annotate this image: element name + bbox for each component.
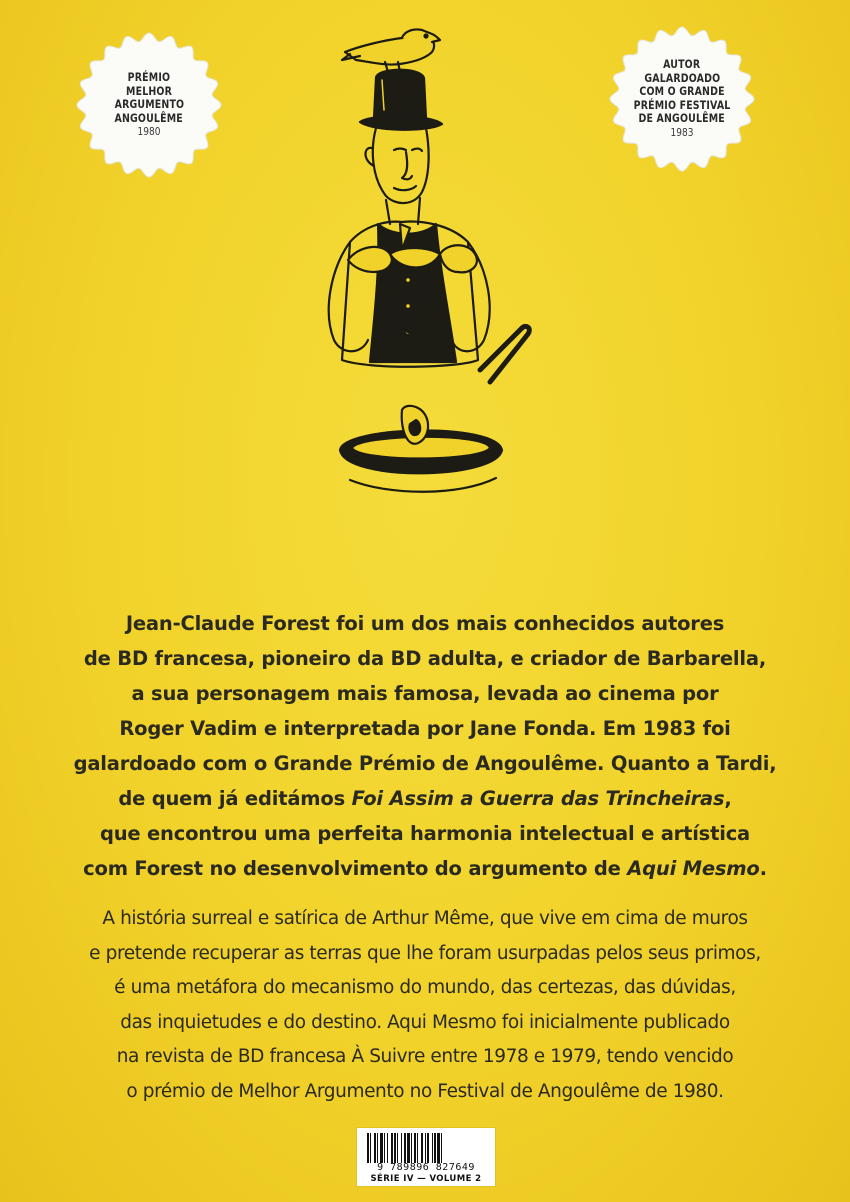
blurb-text: , <box>724 787 732 810</box>
blurb-story <box>0 902 850 1109</box>
cover-illustration <box>290 10 560 510</box>
blurb-line: e pretende recuperar as terras que lhe foram usurpadas pelos seus primos, <box>89 942 761 964</box>
blurb-text: de quem já editámos <box>118 787 352 810</box>
barcode-bar <box>380 1133 383 1163</box>
barcode-bar <box>434 1133 436 1163</box>
barcode-bar <box>404 1133 406 1163</box>
barcode-bar <box>384 1133 385 1163</box>
book-title: Foi Assim a Guerra das Trincheiras <box>351 787 725 810</box>
barcode-bar <box>441 1133 442 1163</box>
blurb-line: o prémio de Melhor Argumento no Festival de Angoulême de 1980. <box>126 1080 724 1102</box>
blurb-text: . <box>759 857 767 880</box>
blurb-line: galardoado com o Grande Prémio de Angoulême. Quanto a Tardi, <box>73 752 777 775</box>
barcode-bar <box>414 1133 416 1163</box>
bird-on-hat <box>342 29 440 72</box>
badge-line: PRÉMIO FESTIVAL <box>633 97 731 112</box>
award-badge-grand-prix <box>607 24 757 174</box>
barcode-bar <box>421 1133 423 1163</box>
blurb-line: Roger Vadim e interpretada por Jane Fonda. Em 1983 foi <box>119 717 731 740</box>
series-label: SÉRIE IV — VOLUME 2 <box>370 1174 482 1184</box>
blurb-line: Jean-Claude Forest foi um dos mais conhecidos autores <box>125 612 725 635</box>
barcode-bar <box>367 1133 369 1163</box>
isbn-number: 9 789896 827649 <box>377 1162 475 1173</box>
torso <box>329 222 490 367</box>
barcode-bar <box>411 1133 412 1163</box>
face <box>366 128 429 224</box>
barcode-bar <box>374 1133 376 1163</box>
badge-line: DE ANGOULÊME <box>638 111 726 126</box>
badge-line: GALARDOADO <box>643 70 720 85</box>
blurb-line: é uma metáfora do mecanismo do mundo, das certezas, das dúvidas, <box>114 977 736 998</box>
bowler-hat <box>360 70 442 130</box>
isbn-barcode <box>357 1128 495 1186</box>
barcode-bar <box>432 1133 433 1163</box>
barcode-bar <box>407 1133 410 1163</box>
badge-line: AUTOR <box>663 57 701 72</box>
barcode-bar <box>417 1133 418 1163</box>
barcode-bar <box>377 1133 378 1163</box>
barcode-bar <box>391 1133 393 1163</box>
award-badge-best-script <box>74 30 224 180</box>
badge-line: PRÉMIO <box>127 70 171 84</box>
badge-year: 1983 <box>670 125 694 139</box>
barcode-bar <box>427 1133 429 1163</box>
badge-line: MELHOR <box>125 83 172 98</box>
blurb-line <box>0 851 850 886</box>
barcode-bar <box>397 1133 398 1163</box>
barcode-bar <box>394 1133 396 1163</box>
blurb-line: a sua personagem mais famosa, levada ao cinema por <box>131 682 719 705</box>
badge-line: COM O GRANDE <box>639 84 725 99</box>
barcode-bar <box>401 1133 402 1163</box>
blurb-author <box>0 606 850 886</box>
badge-year: 1980 <box>137 125 161 138</box>
barcode-bar <box>370 1133 371 1163</box>
barcode-bars <box>365 1133 487 1163</box>
badge-line: ARGUMENTO <box>114 97 184 111</box>
barcode-bar <box>425 1133 426 1163</box>
barcode-bar <box>437 1133 440 1163</box>
blurb-line: que encontrou uma perfeita harmonia intelectual e artística <box>99 822 751 845</box>
blurb-line: das inquietudes e do destino. Aqui Mesmo foi inicialmente publicado <box>120 1011 730 1033</box>
barcode-bar <box>387 1133 388 1163</box>
blurb-line: de BD francesa, pioneiro da BD adulta, e criador de Barbarella, <box>83 647 767 670</box>
blurb-line: na revista de BD francesa À Suivre entre 1978 e 1979, tendo vencido <box>116 1046 734 1067</box>
book-title: Aqui Mesmo <box>627 857 760 880</box>
blurb-line: A história surreal e satírica de Arthur Même, que vive em cima de muros <box>102 908 748 929</box>
badge-line: ANGOULÊME <box>114 110 184 125</box>
blurb-text: com Forest no desenvolvimento do argumento de <box>83 857 628 880</box>
blurb-line <box>0 781 850 816</box>
